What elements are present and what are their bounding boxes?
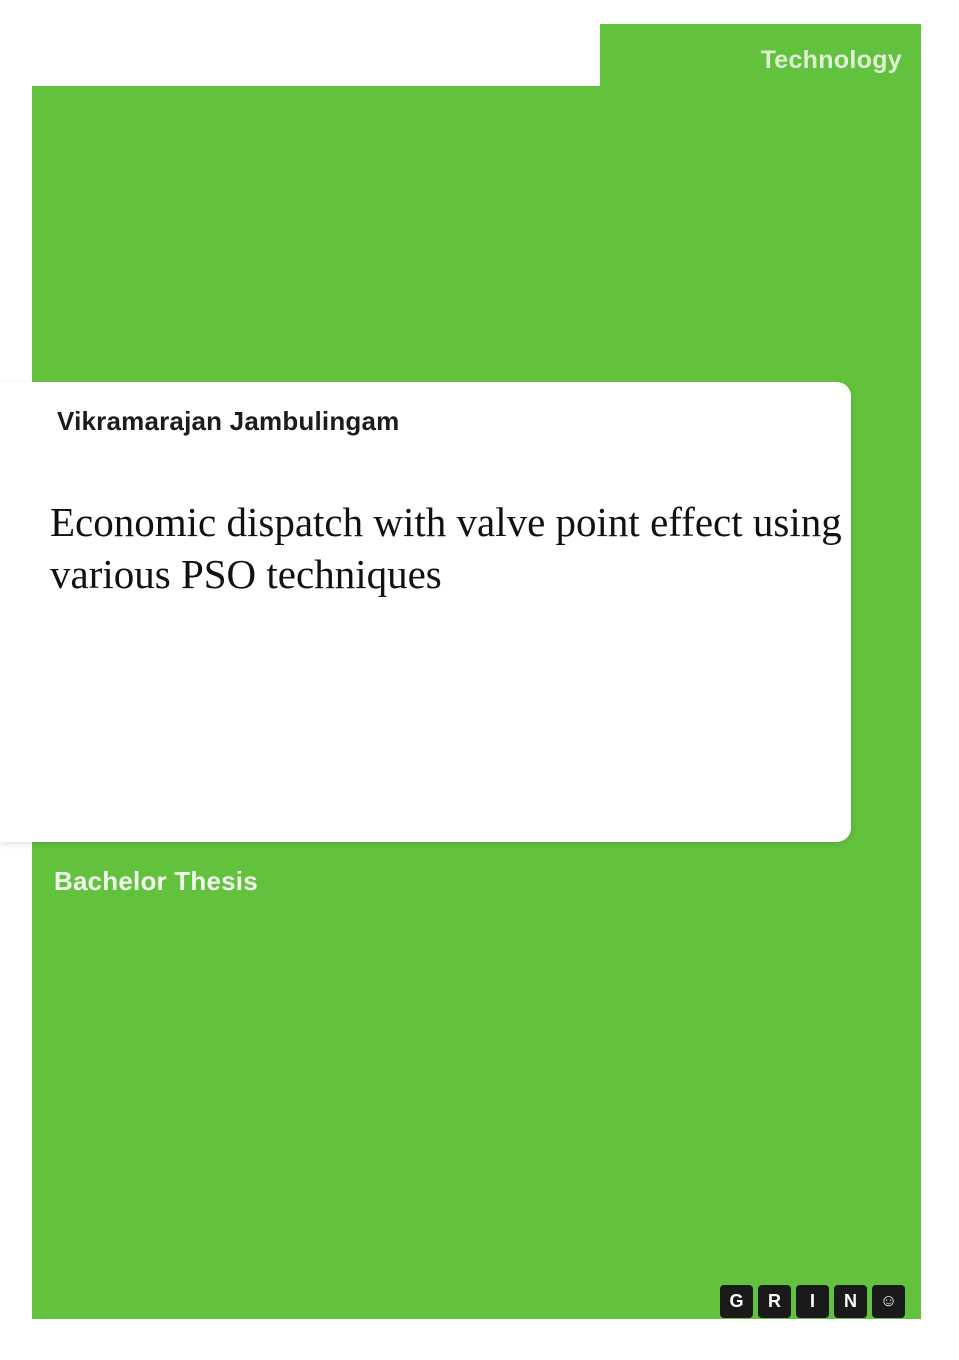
author-name: Vikramarajan Jambulingam (57, 406, 400, 436)
logo-letter-i: I (796, 1285, 829, 1318)
cover-top-left-cut (32, 24, 600, 86)
smiley-icon: ☺ (872, 1285, 905, 1318)
category-label: Technology (760, 46, 902, 74)
grin-publisher-logo (720, 1285, 905, 1318)
logo-letter-g: G (720, 1285, 753, 1318)
title-card (0, 382, 851, 842)
document-type-label: Bachelor Thesis (54, 866, 258, 896)
logo-letter-r: R (758, 1285, 791, 1318)
book-title: Economic dispatch with valve point effect using various PSO techniques (50, 499, 842, 597)
logo-letter-n: N (834, 1285, 867, 1318)
